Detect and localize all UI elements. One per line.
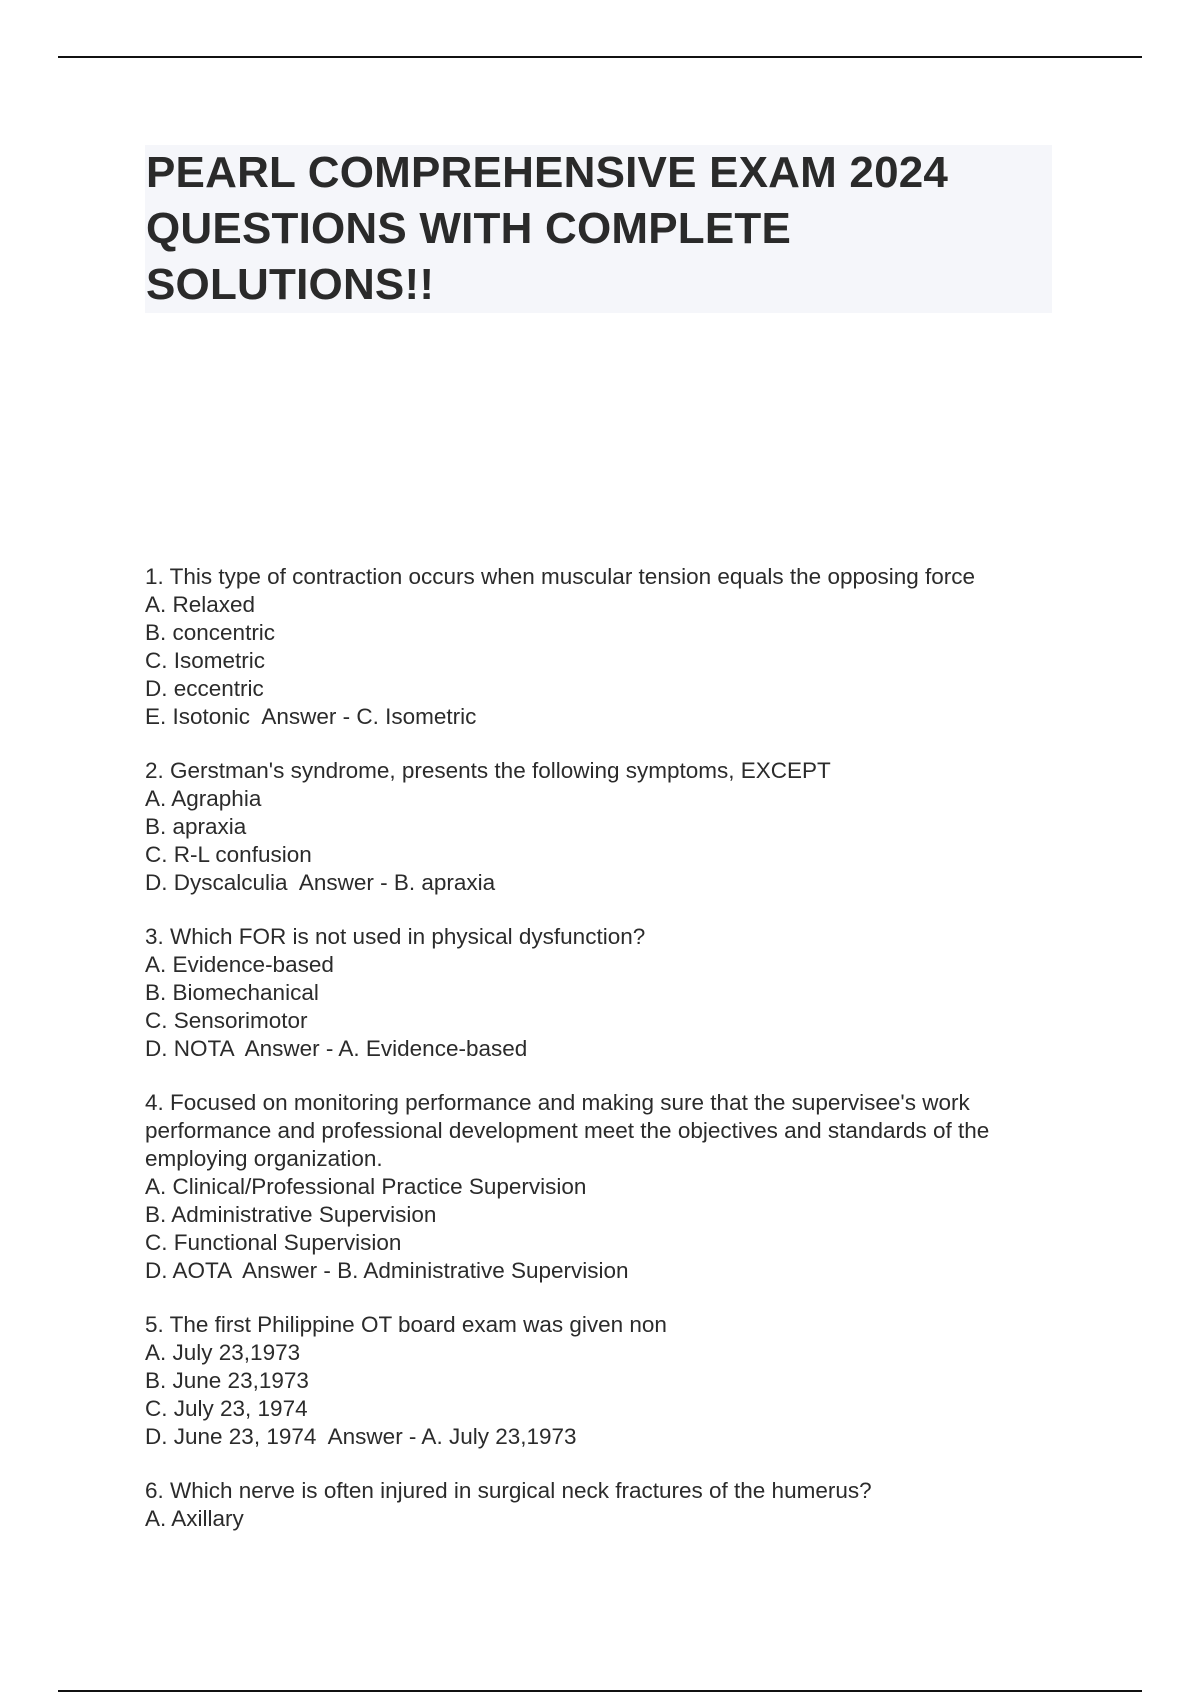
question-2: [145, 757, 1065, 897]
bottom-rule: [58, 1690, 1142, 1692]
question-3: [145, 923, 1065, 1063]
question-1: [145, 563, 1065, 731]
option: D. AOTA: [145, 1258, 231, 1283]
option: D. June 23, 1974: [145, 1424, 317, 1449]
option-with-answer: [145, 703, 1065, 731]
option: A. Axillary: [145, 1506, 244, 1531]
option: B. Administrative Supervision: [145, 1202, 437, 1227]
option: A. Clinical/Professional Practice Supervision: [145, 1174, 587, 1199]
option: A. Agraphia: [145, 786, 262, 811]
option: B. concentric: [145, 620, 276, 645]
answer: Answer - B. Administrative Supervision: [242, 1258, 629, 1283]
option: A. Relaxed: [145, 592, 256, 617]
option: C. July 23, 1974: [145, 1396, 308, 1421]
option: D. Dyscalculia: [145, 870, 288, 895]
question-4: [145, 1089, 1065, 1285]
option-with-answer: [145, 1423, 1065, 1451]
question-stem: 6. Which nerve is often injured in surgical neck fractures of the humerus?: [145, 1478, 872, 1503]
question-list: [145, 563, 1065, 1559]
option-with-answer: [145, 1035, 1065, 1063]
answer: Answer - C. Isometric: [261, 704, 477, 729]
option: C. R-L confusion: [145, 842, 312, 867]
option: A. Evidence-based: [145, 952, 334, 977]
top-rule: [58, 56, 1142, 58]
option: C. Isometric: [145, 648, 266, 673]
option: D. eccentric: [145, 676, 264, 701]
question-stem: 3. Which FOR is not used in physical dysfunction?: [145, 924, 646, 949]
option: C. Functional Supervision: [145, 1230, 402, 1255]
question-stem: 1. This type of contraction occurs when muscular tension equals the opposing force: [145, 564, 976, 589]
question-stem-line: employing organization.: [145, 1146, 383, 1171]
option: B. June 23,1973: [145, 1368, 309, 1393]
option-with-answer: [145, 1257, 1065, 1285]
option-with-answer: [145, 869, 1065, 897]
question-stem: 2. Gerstman's syndrome, presents the following symptoms, EXCEPT: [145, 758, 831, 783]
option: A. July 23,1973: [145, 1340, 301, 1365]
answer: Answer - A. July 23,1973: [327, 1424, 577, 1449]
answer: Answer - B. apraxia: [298, 870, 496, 895]
question-stem-line: 4. Focused on monitoring performance and making sure that the supervisee's work: [145, 1090, 970, 1115]
question-5: [145, 1311, 1065, 1451]
question-6: [145, 1477, 1065, 1533]
option: D. NOTA: [145, 1036, 234, 1061]
question-stem-line: performance and professional development meet the objectives and standards of the: [145, 1118, 990, 1143]
document-title: PEARL COMPREHENSIVE EXAM 2024 QUESTIONS WITH COMPLETE SOLUTIONS!!: [146, 148, 949, 309]
option: E. Isotonic: [145, 704, 251, 729]
question-stem: 5. The first Philippine OT board exam was given non: [145, 1312, 667, 1337]
option: B. Biomechanical: [145, 980, 319, 1005]
option: C. Sensorimotor: [145, 1008, 308, 1033]
option: B. apraxia: [145, 814, 247, 839]
answer: Answer - A. Evidence-based: [244, 1036, 528, 1061]
